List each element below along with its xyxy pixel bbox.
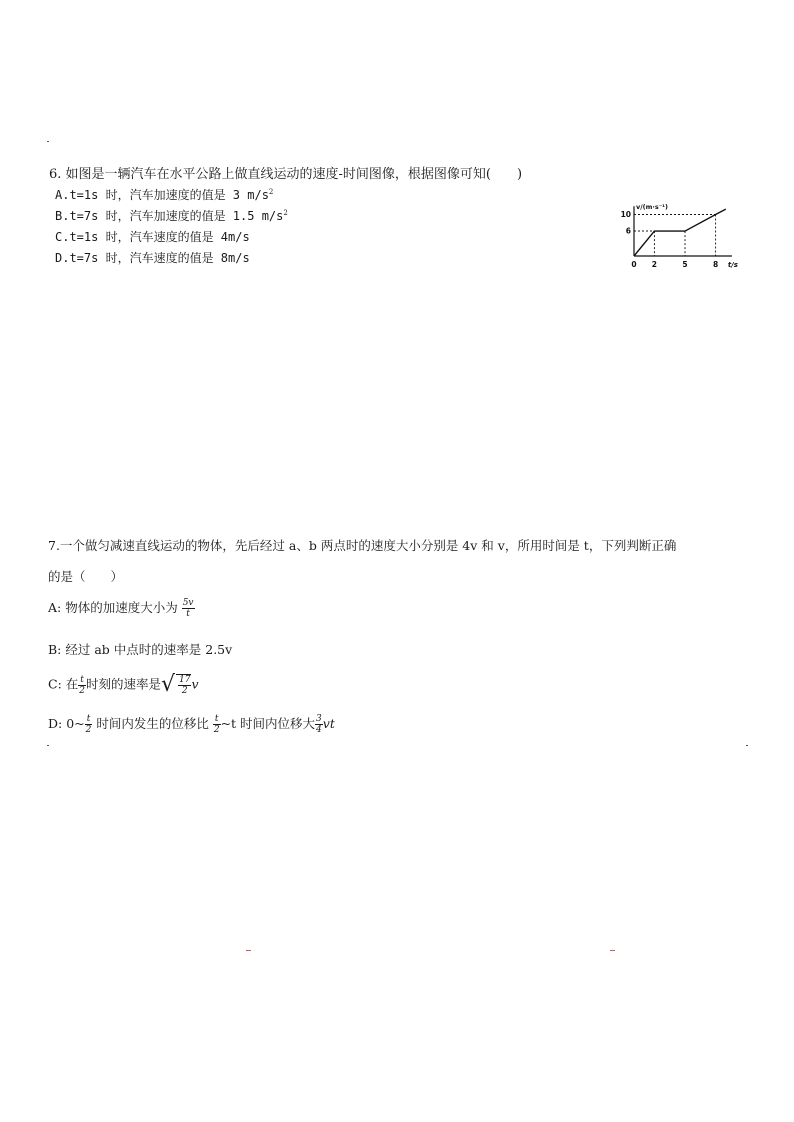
option-text: 时间内发生的位移比 — [92, 716, 213, 731]
fraction-denominator: 2 — [213, 725, 220, 735]
superscript: 2 — [283, 209, 288, 217]
fraction-denominator: t — [186, 609, 190, 619]
option-text: C.t=1s 时，汽车速度的值是 4m/s — [55, 230, 250, 244]
question-7-stem-cont: 的是（ ） — [48, 569, 124, 584]
fraction — [315, 714, 323, 735]
question-6-option-b — [55, 207, 288, 224]
fraction-numerator: 3 — [316, 714, 322, 724]
fraction-numerator: 17 — [179, 675, 191, 685]
option-text: B.t=7s 时，汽车加速度的值是 1.5 m/s — [55, 209, 284, 223]
option-text: C: 在 — [48, 676, 79, 692]
y-axis-label: v/(m·s⁻¹) — [636, 203, 668, 212]
y-tick-label: 10 — [620, 210, 631, 219]
stray-dot — [47, 745, 49, 746]
question-7-option-d — [48, 714, 335, 735]
fraction — [178, 675, 191, 696]
option-text: A: 物体的加速度大小为 — [48, 600, 178, 615]
fraction — [182, 598, 195, 619]
stray-dot — [47, 141, 49, 142]
x-tick-label: 0 — [631, 260, 637, 269]
series-line — [634, 209, 726, 256]
velocity-time-chart — [618, 180, 738, 275]
stray-dot — [746, 745, 748, 746]
question-6-stem: 6. 如图是一辆汽车在水平公路上做直线运动的速度-时间图像，根据图像可知( ) — [49, 167, 523, 182]
fraction — [213, 714, 221, 735]
superscript: 2 — [268, 188, 274, 196]
option-text: D.t=7s 时，汽车速度的值是 8m/s — [55, 251, 250, 265]
fraction-denominator: 2 — [181, 686, 188, 696]
radical-sign: √ — [161, 672, 176, 697]
y-tick-label: 6 — [625, 226, 631, 236]
fraction-denominator: 2 — [85, 725, 92, 735]
x-tick-label: 2 — [651, 260, 658, 269]
question-6-option-c — [55, 228, 250, 245]
option-text: A.t=1s 时，汽车加速度的值是 3 m/s — [55, 188, 269, 202]
option-text: ~t 时间内位移大 — [220, 716, 316, 731]
x-tick-label: 8 — [712, 260, 719, 269]
fraction-numerator: t — [213, 714, 221, 725]
fraction-numerator: t — [85, 714, 93, 725]
fraction-denominator: 2 — [79, 685, 85, 696]
fraction — [78, 675, 86, 696]
question-6-option-a — [55, 186, 273, 203]
option-text: 时刻的速率是 — [85, 676, 161, 692]
fraction-numerator: 5v — [182, 598, 194, 608]
question-7-option-c — [48, 674, 199, 696]
math-variable: v — [191, 676, 199, 692]
red-mark — [246, 950, 251, 951]
question-7-stem: 7.一个做匀减速直线运动的物体，先后经过 a、b 两点时的速度大小分别是 4v 和 v，所用时间是 t，下列判断正确 — [48, 538, 677, 553]
math-variable: vt — [322, 716, 335, 731]
question-6-option-d — [55, 249, 250, 266]
x-axis-label: t/s — [727, 261, 738, 269]
fraction-denominator: 4 — [316, 725, 322, 735]
question-7-option-b — [48, 640, 232, 658]
option-text: D: 0~ — [48, 716, 85, 731]
x-tick-label: 5 — [682, 260, 688, 269]
red-mark — [610, 950, 615, 951]
radicand — [176, 674, 191, 696]
option-text: B: 经过 ab 中点时的速率是 2.5v — [48, 642, 233, 657]
fraction-numerator: t — [78, 675, 86, 686]
question-7-option-a — [48, 598, 195, 619]
